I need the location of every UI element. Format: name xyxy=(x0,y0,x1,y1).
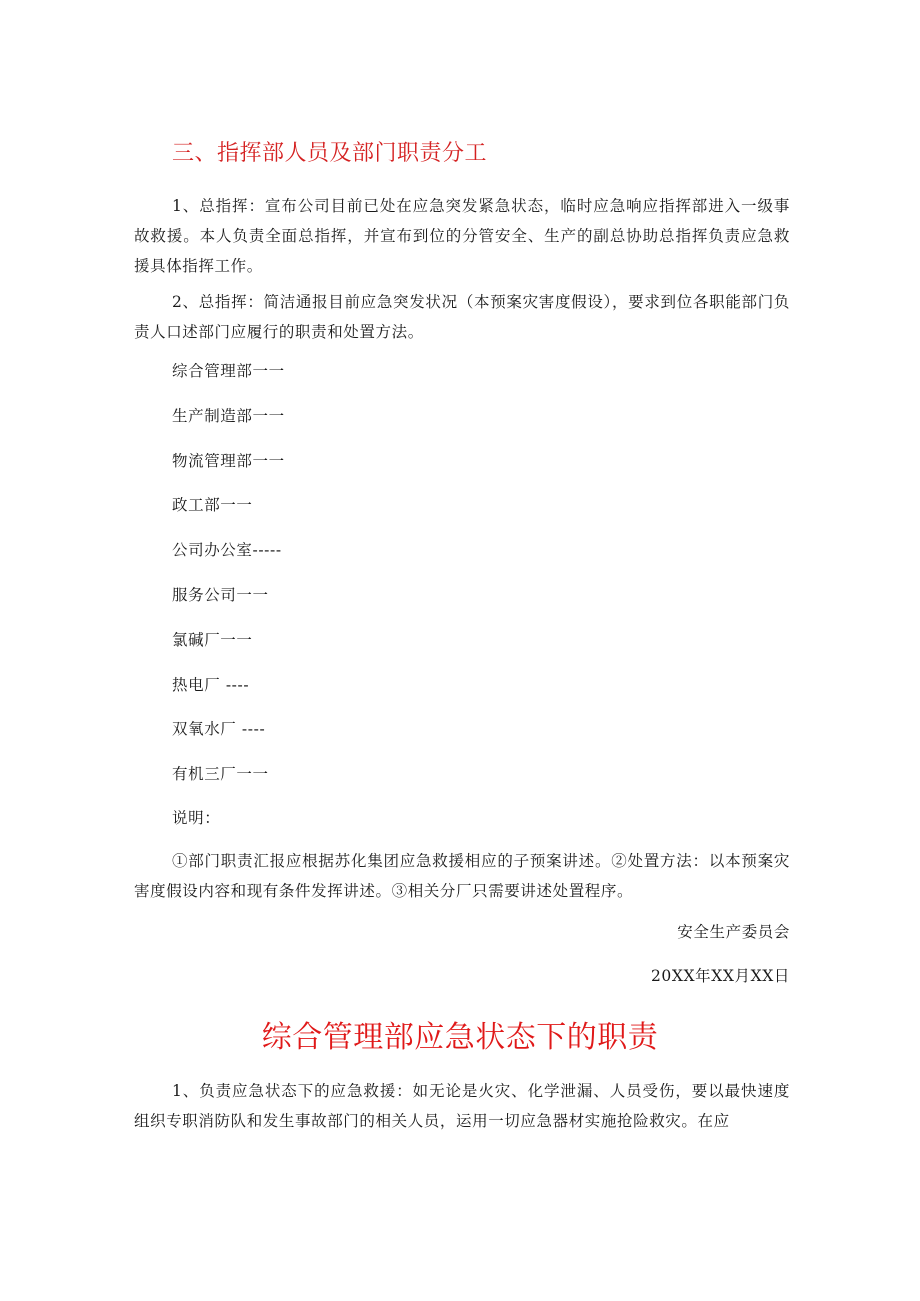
main-title: 综合管理部应急状态下的职责 xyxy=(261,1020,659,1055)
list-item: 生产制造部一一 xyxy=(172,406,285,425)
list-item: 服务公司一一 xyxy=(172,585,269,604)
section-title: 三、指挥部人员及部门职责分工 xyxy=(172,141,488,166)
paragraph-commander-1: 1、总指挥：宣布公司目前已处在应急突发紧急状态，临时应急响应指挥部进入一级事故救援。本人负责全面总指挥，并宣布到位的分管安全、生产的副总协助总指挥负责应急救援具体指挥工作。 xyxy=(134,197,790,275)
paragraph-commander-2: 2、总指挥：简洁通报目前应急突发状况（本预案灾害度假设），要求到位各职能部门负责人口述部门应履行的职责和处置方法。 xyxy=(134,293,790,341)
paragraph-rescue: 1、负责应急状态下的应急救援：如无论是火灾、化学泄漏、人员受伤，要以最快速度组织专职消防队和发生事故部门的相关人员，运用一切应急器材实施抢险救灾。在应 xyxy=(134,1082,790,1130)
list-item: 综合管理部一一 xyxy=(172,362,285,380)
note-label: 说明： xyxy=(172,809,221,827)
signature-date: 20XX年XX月XX日 xyxy=(650,967,790,985)
list-item: 双氧水厂 ---- xyxy=(172,720,266,739)
list-item: 氯碱厂一一 xyxy=(172,630,253,649)
list-item: 物流管理部一一 xyxy=(172,451,285,470)
department-list xyxy=(172,356,285,804)
note-text: ①部门职责汇报应根据苏化集团应急救援相应的子预案讲述。②处置方法：以本预案灾害度假设内容和现有条件发挥讲述。③相关分厂只需要讲述处置程序。 xyxy=(134,852,790,900)
list-item: 政工部一一 xyxy=(172,496,253,515)
list-item: 有机三厂一一 xyxy=(172,765,269,784)
list-item: 热电厂 ---- xyxy=(172,675,250,694)
list-item: 公司办公室----- xyxy=(172,541,282,560)
signature-org: 安全生产委员会 xyxy=(677,923,790,941)
